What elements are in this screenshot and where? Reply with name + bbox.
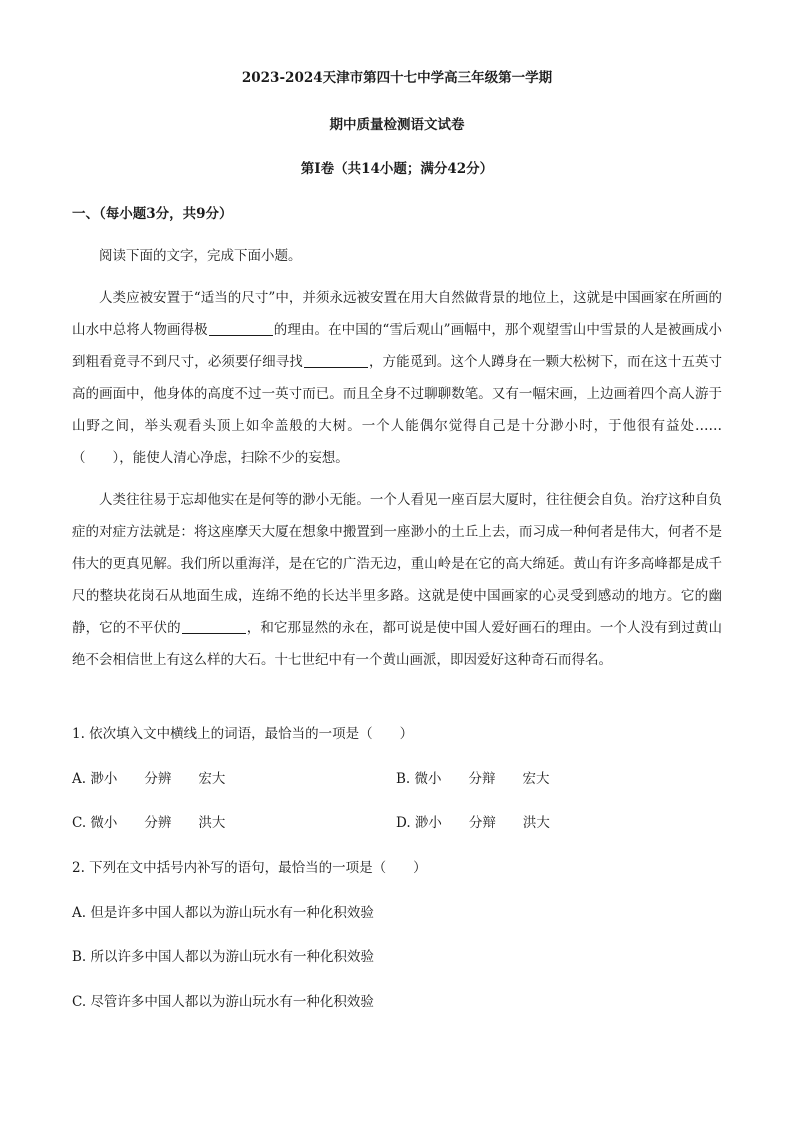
question-2-option-c: C. 尽管许多中国人都以为游山玩水有一种化积效验	[72, 994, 374, 1010]
passage-text: ，和它那显然的永在，都可说是使中国人爱好画石的理由。一个人没有到过黄山绝不会相信世上有这么样的大石。十七世纪中有一个黄山画派，即因爱好这种奇石而得名。	[72, 620, 723, 668]
question-2-option-a: A. 但是许多中国人都以为游山玩水有一种化积效验	[72, 905, 374, 921]
question-1-option-a: A. 渺小 分辨 宏大	[72, 771, 226, 787]
exam-title-subject: 期中质量检测语文试卷	[329, 117, 465, 133]
question-2-stem: 2. 下列在文中括号内补写的语句，最恰当的一项是（ ）	[72, 860, 427, 876]
fill-blank-1	[209, 321, 273, 336]
exam-title-volume: 第Ⅰ卷（共14小题；满分42分）	[300, 161, 494, 177]
fill-blank-2	[304, 353, 368, 368]
passage-text: 人类往往易于忘却他实在是何等的渺小无能。一个人看见一座百层大厦时，往往便会自负。治疗这种自负症的对症方法就是：将这座摩天大厦在想象中搬置到一座渺小的土丘上去，而习成一种何者是伟大，何者不是伟大的更真见解。我们所以重海洋，是在它的广浩无边，重山岭是在它的高大绵延。黄山有许多高峰都是成千尺的整块花岗石从地面生成，连绵不绝的长达半里多路。这就是使中国画家的心灵受到感动的地方。它的幽静，它的不平伏的	[72, 492, 722, 636]
question-2-option-b: B. 所以许多中国人都以为游山玩水有一种化积效验	[72, 949, 375, 965]
exam-title-school: 2023-2024天津市第四十七中学高三年级第一学期	[241, 70, 553, 86]
section-heading: 一、（每小题3分，共9分）	[72, 206, 233, 222]
passage-text: ，方能觅到。这个人蹲身在一颗大松树下，而在这十五英寸高的画面中，他身体的高度不过一英寸而已。而且全身不过聊聊数笔。又有一幅宋画，上边画着四个高人游于山野之间，举头观看头顶上如伞盖般的大树。一个人能偶尔觉得自己是十分渺小时，于他很有益处……（ ），能使人清心净虑，扫除不少的妄想。	[72, 354, 723, 466]
passage-paragraph-1	[72, 282, 722, 474]
question-1-stem: 1. 依次填入文中横线上的词语，最恰当的一项是（ ）	[72, 726, 414, 742]
question-1-option-d: D. 渺小 分辩 洪大	[396, 815, 550, 831]
fill-blank-3	[182, 619, 246, 634]
question-1-option-b: B. 微小 分辩 宏大	[396, 771, 550, 787]
question-1-option-c: C. 微小 分辨 洪大	[72, 815, 226, 831]
passage-text: 人类应被安置于“适当的尺寸”中，并须永远被安置在用大自然做背景的地位上，这就是中国画家在所画的山水中总将人物画得极	[72, 290, 722, 338]
passage-paragraph-2	[72, 484, 722, 676]
reading-instruction: 阅读下面的文字，完成下面小题。	[99, 248, 302, 264]
passage-text: 的理由。在中国的“雪后观山”画幅中，那个观望雪山中雪景的人是被画成小到粗看竟寻不到尺寸，必须要仔细寻找	[72, 322, 722, 370]
